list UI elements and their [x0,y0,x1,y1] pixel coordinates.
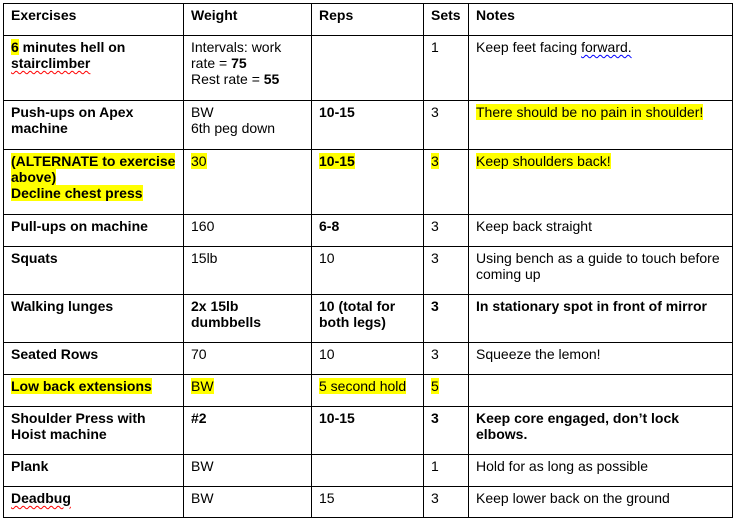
workout-table [3,3,733,518]
sets-cell: 1 [424,455,469,487]
weight-value: 55 [263,71,280,87]
weight-line: 6th peg down [191,120,276,136]
exercise-cell: Squats [4,247,184,295]
exercise-text: minutes hell on [18,39,126,55]
notes-cell [469,375,733,407]
highlighted-text: 5 second hold [319,378,407,394]
header-reps: Reps [312,4,424,36]
highlighted-text: 5 [431,378,439,394]
reps-cell [312,36,424,101]
exercise-cell [4,375,184,407]
table-row [4,455,733,487]
highlighted-text: Decline chest press [11,185,143,201]
header-sets: Sets [424,4,469,36]
notes-cell: In stationary spot in front of mirror [469,295,733,343]
weight-cell: 15lb [184,247,312,295]
weight-cell: 160 [184,215,312,247]
sets-cell: 3 [424,407,469,455]
table-row [4,150,733,215]
sets-cell: 3 [424,343,469,375]
weight-cell [184,150,312,215]
table-row [4,375,733,407]
highlighted-text: 30 [191,153,207,169]
reps-cell: 10-15 [312,101,424,150]
weight-line: Intervals: work [191,39,282,55]
table-row [4,343,733,375]
sets-cell: 3 [424,487,469,518]
notes-cell: Keep back straight [469,215,733,247]
weight-line [191,55,304,71]
highlighted-text: Low back extensions [11,378,152,394]
weight-cell [184,101,312,150]
sets-cell [424,375,469,407]
weight-cell: #2 [184,407,312,455]
sets-cell: 3 [424,247,469,295]
exercise-cell [4,36,184,101]
table-row [4,247,733,295]
sets-cell: 1 [424,36,469,101]
header-weight: Weight [184,4,312,36]
reps-cell: 15 [312,487,424,518]
highlighted-text: 10-15 [319,153,355,169]
reps-cell: 6-8 [312,215,424,247]
sets-cell: 3 [424,101,469,150]
reps-cell [312,150,424,215]
table-row [4,101,733,150]
exercise-cell: Walking lunges [4,295,184,343]
exercise-cell: Seated Rows [4,343,184,375]
table-row [4,36,733,101]
reps-cell [312,455,424,487]
spellcheck-word: stairclimber [11,55,91,71]
table-row [4,487,733,518]
notes-cell: Keep core engaged, don’t lock elbows. [469,407,733,455]
exercise-cell: Push-ups on Apex machine [4,101,184,150]
sets-cell: 3 [424,295,469,343]
weight-line [191,71,304,87]
notes-cell: Using bench as a guide to touch before coming up [469,247,733,295]
exercise-cell: Pull-ups on machine [4,215,184,247]
weight-cell [184,36,312,101]
reps-cell: 10 [312,247,424,295]
weight-label: Rest rate = [191,71,264,87]
sets-cell: 3 [424,215,469,247]
notes-text: Keep feet facing [476,39,582,55]
sets-cell [424,150,469,215]
highlighted-text: (ALTERNATE to exercise above) [11,153,176,185]
weight-value: 75 [231,55,247,71]
highlighted-text: Keep shoulders back! [476,153,611,169]
header-row [4,4,733,36]
highlighted-text: There should be no pain in shoulder! [476,104,704,120]
exercise-cell: Plank [4,455,184,487]
weight-cell: 70 [184,343,312,375]
reps-cell: 10 [312,343,424,375]
weight-label: rate = [191,55,232,71]
table-row [4,215,733,247]
weight-cell: BW [184,487,312,518]
highlighted-text: 6 [11,39,19,55]
weight-cell: BW [184,455,312,487]
reps-cell: 10 (total for both legs) [312,295,424,343]
highlighted-text: 3 [431,153,439,169]
spellcheck-word: Deadbug [11,490,71,506]
highlighted-text: BW [191,378,214,394]
header-notes: Notes [469,4,733,36]
weight-line: BW [191,104,214,120]
reps-cell [312,375,424,407]
exercise-cell [4,487,184,518]
weight-cell: 2x 15lb dumbbells [184,295,312,343]
notes-cell [469,101,733,150]
notes-cell: Keep lower back on the ground [469,487,733,518]
header-exercises: Exercises [4,4,184,36]
exercise-cell: Shoulder Press with Hoist machine [4,407,184,455]
table-row [4,295,733,343]
grammarcheck-word: forward. [581,39,632,55]
exercise-cell [4,150,184,215]
reps-cell: 10-15 [312,407,424,455]
notes-cell: Squeeze the lemon! [469,343,733,375]
table-row [4,407,733,455]
notes-cell [469,36,733,101]
notes-cell: Hold for as long as possible [469,455,733,487]
notes-cell [469,150,733,215]
weight-cell [184,375,312,407]
